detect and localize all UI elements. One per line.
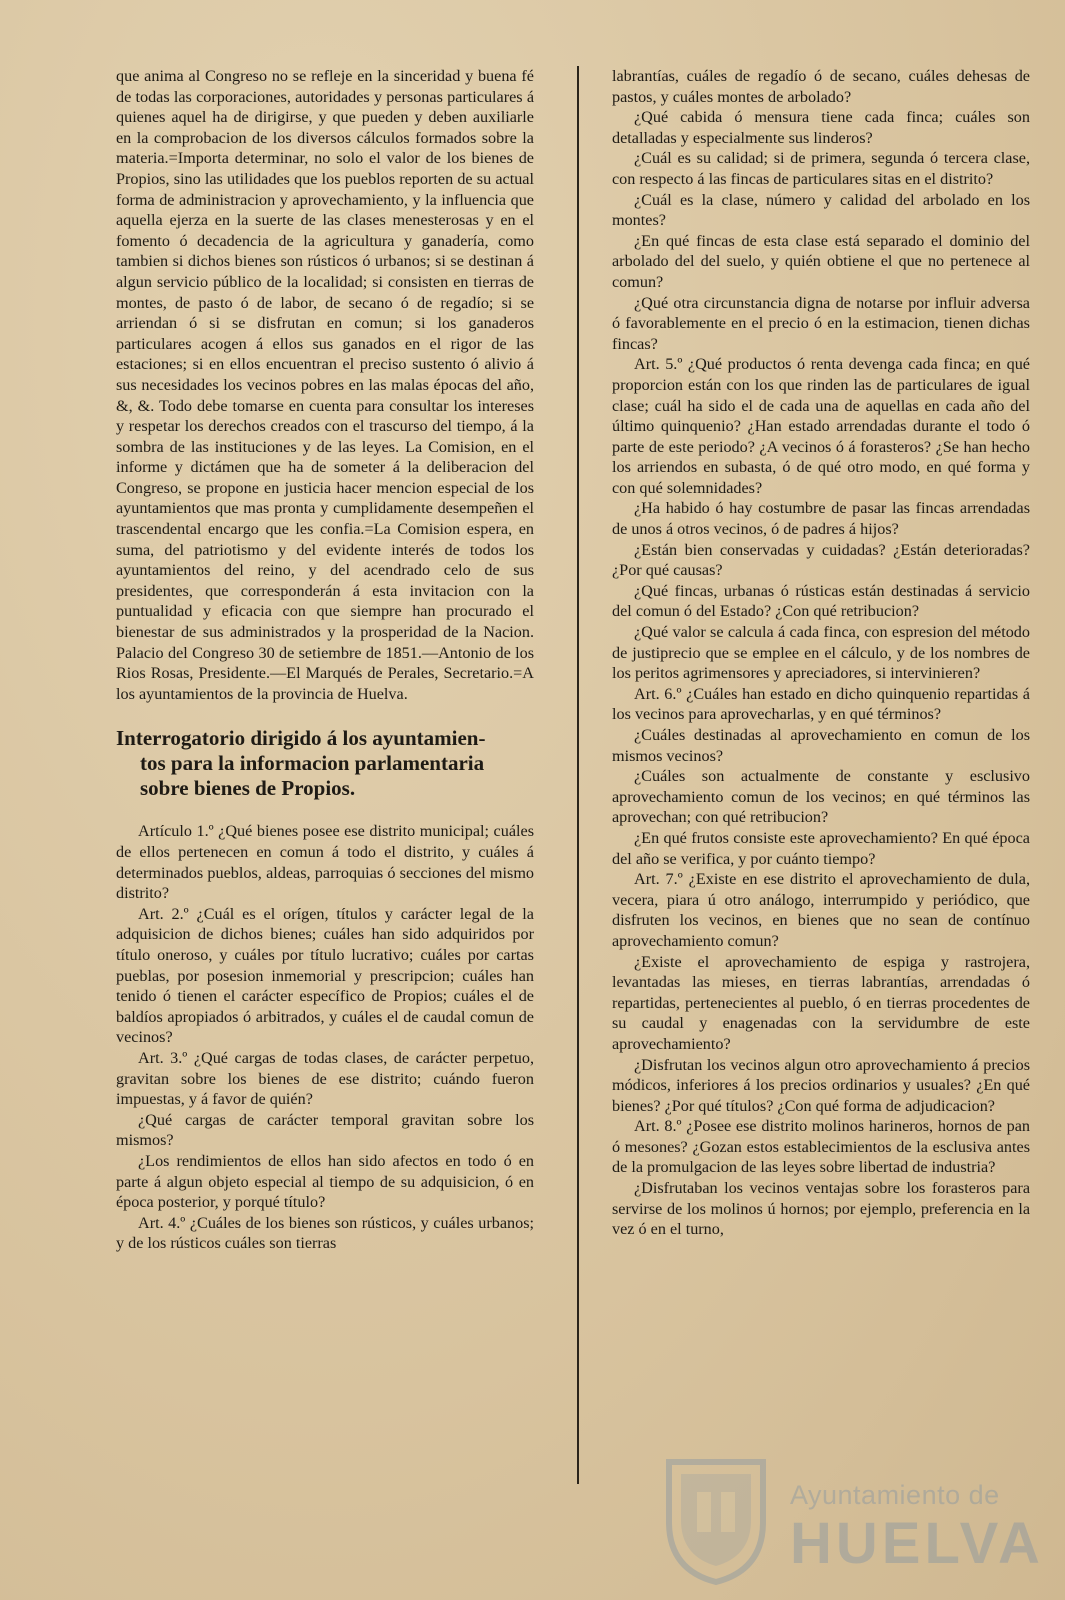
column-divider <box>577 66 579 1484</box>
article-6: Art. 6.º ¿Cuáles han estado en dicho quinquenio repartidas á los vecinos para aprovecharlas, y en qué términos? <box>612 684 1030 724</box>
article-4: Art. 4.º ¿Cuáles de los bienes son rústicos, y cuáles urbanos; y de los rústicos cuáles son tierras <box>116 1213 534 1253</box>
right-paragraph-6: ¿Qué otra circunstancia digna de notarse por influir adversa ó favorablemente en el precio ó en la estimacion, tienen dichas fincas? <box>612 293 1030 353</box>
right-paragraph-3: ¿Cuál es su calidad; si de primera, segunda ó tercera clase, con respecto á las fincas de particulares sitas en el distrito? <box>612 149 1030 188</box>
right-column <box>612 66 1030 1240</box>
article-2: Art. 2.º ¿Cuál es el orígen, títulos y carácter legal de la adquisicion de dichos bienes; cuáles han sido adquiridos por título oneroso, y cuáles por título lucrativo; cuáles por cartas pueblas, por posesion inmemorial y prescripcion; cuáles han tenido ó tienen el carácter específico de Propios; cuáles el de baldíos apropiados ó arbitrados, y cuáles el de caudal comun de vecinos? <box>116 904 534 1047</box>
right-paragraph-20: ¿Disfrutaban los vecinos ventajas sobre los forasteros para servirse de los molinos ú hornos; por ejemplo, preferencia en la vez ó en el turno, <box>612 1179 1030 1239</box>
right-paragraph-5: ¿En qué fincas de esta clase está separado el dominio del arbolado del del suelo, y quién obtiene el que no pertenece al comun? <box>612 231 1030 291</box>
interrogatorio-heading <box>116 726 534 801</box>
archive-watermark <box>655 1444 1044 1594</box>
right-paragraph-18: ¿Disfrutan los vecinos algun otro aprovechamiento á precios módicos, inferiores á los precios ordinarios y usuales? ¿En qué bienes? ¿Por qué títulos? ¿Con qué forma de adjudicacion? <box>612 1055 1030 1115</box>
heading-line-2: tos para la informacion parlamentaria <box>140 751 485 776</box>
right-paragraph-14: ¿Cuáles son actualmente de constante y esclusivo aprovechamiento comun de los vecinos; en qué términos las aprovechan; con qué retribucion? <box>612 767 1030 827</box>
heading-line-3: sobre bienes de Propios. <box>140 776 356 801</box>
right-paragraph-1: labrantías, cuáles de regadío ó de secano, cuáles dehesas de pastos, y cuáles montes de arbolado? <box>612 67 1030 106</box>
right-paragraph-2: ¿Qué cabida ó mensura tiene cada finca; cuáles son detalladas y especialmente sus linderos? <box>612 108 1030 147</box>
watermark-line-1: Ayuntamiento de <box>790 1480 1000 1510</box>
right-paragraph-17: ¿Existe el aprovechamiento de espiga y rastrojera, levantadas las mieses, en tierras labrantías, arrendadas ó repartidas, pertenecientes al pueblo, ó en tierras procedentes de su caudal y enagenadas con la servidumbre de este aprovechamiento? <box>612 952 1030 1053</box>
right-paragraph-10: ¿Qué fincas, urbanas ó rústicas están destinadas á servicio del comun ó del Estado? ¿Con qué retribucion? <box>612 581 1030 621</box>
article-1: Artículo 1.º ¿Qué bienes posee ese distrito municipal; cuáles de ellos pertenecen en comun á todo el distrito, y cuáles á determinados pueblos, aldeas, parroquias ó secciones del mismo distrito? <box>116 822 534 903</box>
left-paragraph-1: que anima al Congreso no se refleje en la sinceridad y buena fé de todas las corporaciones, autoridades y personas particulares á quienes aquel ha de dirigirse, y que pueden y deben auxiliarle en la comprobacion de los diversos cálculos formados sobre la materia.=Importa determinar, no solo el valor de los bienes de Propios, sino las utilidades que los pueblos reporten de su actual forma de administracion y aprovechamiento, y la influencia que aquella ejerza en la suerte de las clases menesterosas y en el fomento ó decadencia de la agricultura y ganadería, como tambien si dichos bienes son rústicos ó urbanos; si se destinan á algun servicio público de la localidad; si consisten en tierras de montes, de pasto ó de labor, de secano ó de regadío; si se arriendan ó si se disfrutan en comun; si los ganaderos particulares acogen á ellos sus ganados en el rigor de las estaciones; si en ellos encuentran el preciso sustento ó alivio á sus necesidades los vecinos pobres en las malas épocas del año, &, &. Todo debe tomarse en cuenta para consultar los intereses y respetar los derechos creados con el trascurso del tiempo, á la sombra de las instituciones y de las leyes. La Comision, en el informe y dictámen que ha de someter á la deliberacion del Congreso, se propone en justicia hacer mencion especial de los ayuntamientos que mas pronta y cumplidamente desempeñen el trascendental encargo que les confia.=La Comision espera, en suma, del patriotismo y del evidente interés de todos los ayuntamientos del reino, y del acendrado celo de sus presidentes, que corresponderán á esta invitacion con la puntualidad y eficacia con que siempre han procurado el bienestar de sus administrados y la prosperidad de la Nacion. Palacio del Congreso 30 de setiembre de 1851.—Antonio de los Rios Rosas, Presidente.—El Marqués de Perales, Secretario.=A los ayuntamientos de la provincia de Huelva. <box>116 67 534 703</box>
coat-of-arms-icon <box>661 1452 771 1586</box>
right-paragraph-4: ¿Cuál es la clase, número y calidad del arbolado en los montes? <box>612 190 1030 230</box>
right-paragraph-15: ¿En qué frutos consiste este aprovechamiento? En qué época del año se verifica, y por cuánto tiempo? <box>612 828 1030 868</box>
right-paragraph-9: ¿Están bien conservadas y cuidadas? ¿Están deterioradas? ¿Por qué causas? <box>612 540 1030 580</box>
article-5: Art. 5.º ¿Qué productos ó renta devenga cada finca; en qué proporcion están con los que rinden las de particulares de igual clase; cuál ha sido el de cada una de aquellas en cada año del último quinquenio? ¿Han estado arrendadas durante el todo ó parte de este periodo? ¿A vecinos ó á forasteros? ¿Se han hecho los arriendos en subasta, ó de qué otro modo, en qué forma y con qué solemnidades? <box>612 355 1030 497</box>
article-3: Art. 3.º ¿Qué cargas de todas clases, de carácter perpetuo, gravitan sobre los bienes de ese distrito; cuándo fueron impuestas, y á favor de quién? <box>116 1048 534 1109</box>
article-3-rendimientos: ¿Los rendimientos de ellos han sido afectos en todo ó en parte á algun objeto especial al tiempo de su adquisicion, ó en época posterior, y porqué título? <box>116 1151 534 1212</box>
right-paragraph-8: ¿Ha habido ó hay costumbre de pasar las fincas arrendadas de unos á otros vecinos, ó de padres á hijos? <box>612 499 1030 539</box>
right-paragraph-13: ¿Cuáles destinadas al aprovechamiento en comun de los mismos vecinos? <box>612 726 1030 765</box>
right-paragraph-11: ¿Qué valor se calcula á cada finca, con espresion del método de justiprecio que se emplee en el cálculo, y de los nombres de los peritos agrimensores y apreciadores, si intervinieren? <box>612 623 1030 683</box>
article-8: Art. 8.º ¿Posee ese distrito molinos harineros, hornos de pan ó mesones? ¿Gozan estos establecimientos de la esclusiva antes de la promulgacion de las leyes sobre libertad de industria? <box>612 1117 1030 1177</box>
article-7: Art. 7.º ¿Existe en ese distrito el aprovechamiento de dula, vecera, piara ú otro análogo, interrumpido y periódico, que disfruten los vecinos, en bienes que no sean de contínuo aprovechamiento comun? <box>612 870 1030 950</box>
article-3-temporal: ¿Qué cargas de carácter temporal gravitan sobre los mismos? <box>116 1110 534 1150</box>
heading-line-1: Interrogatorio dirigido á los ayuntamien- <box>116 726 486 751</box>
watermark-line-2: HUELVA <box>790 1511 1044 1576</box>
left-column <box>116 66 534 1254</box>
